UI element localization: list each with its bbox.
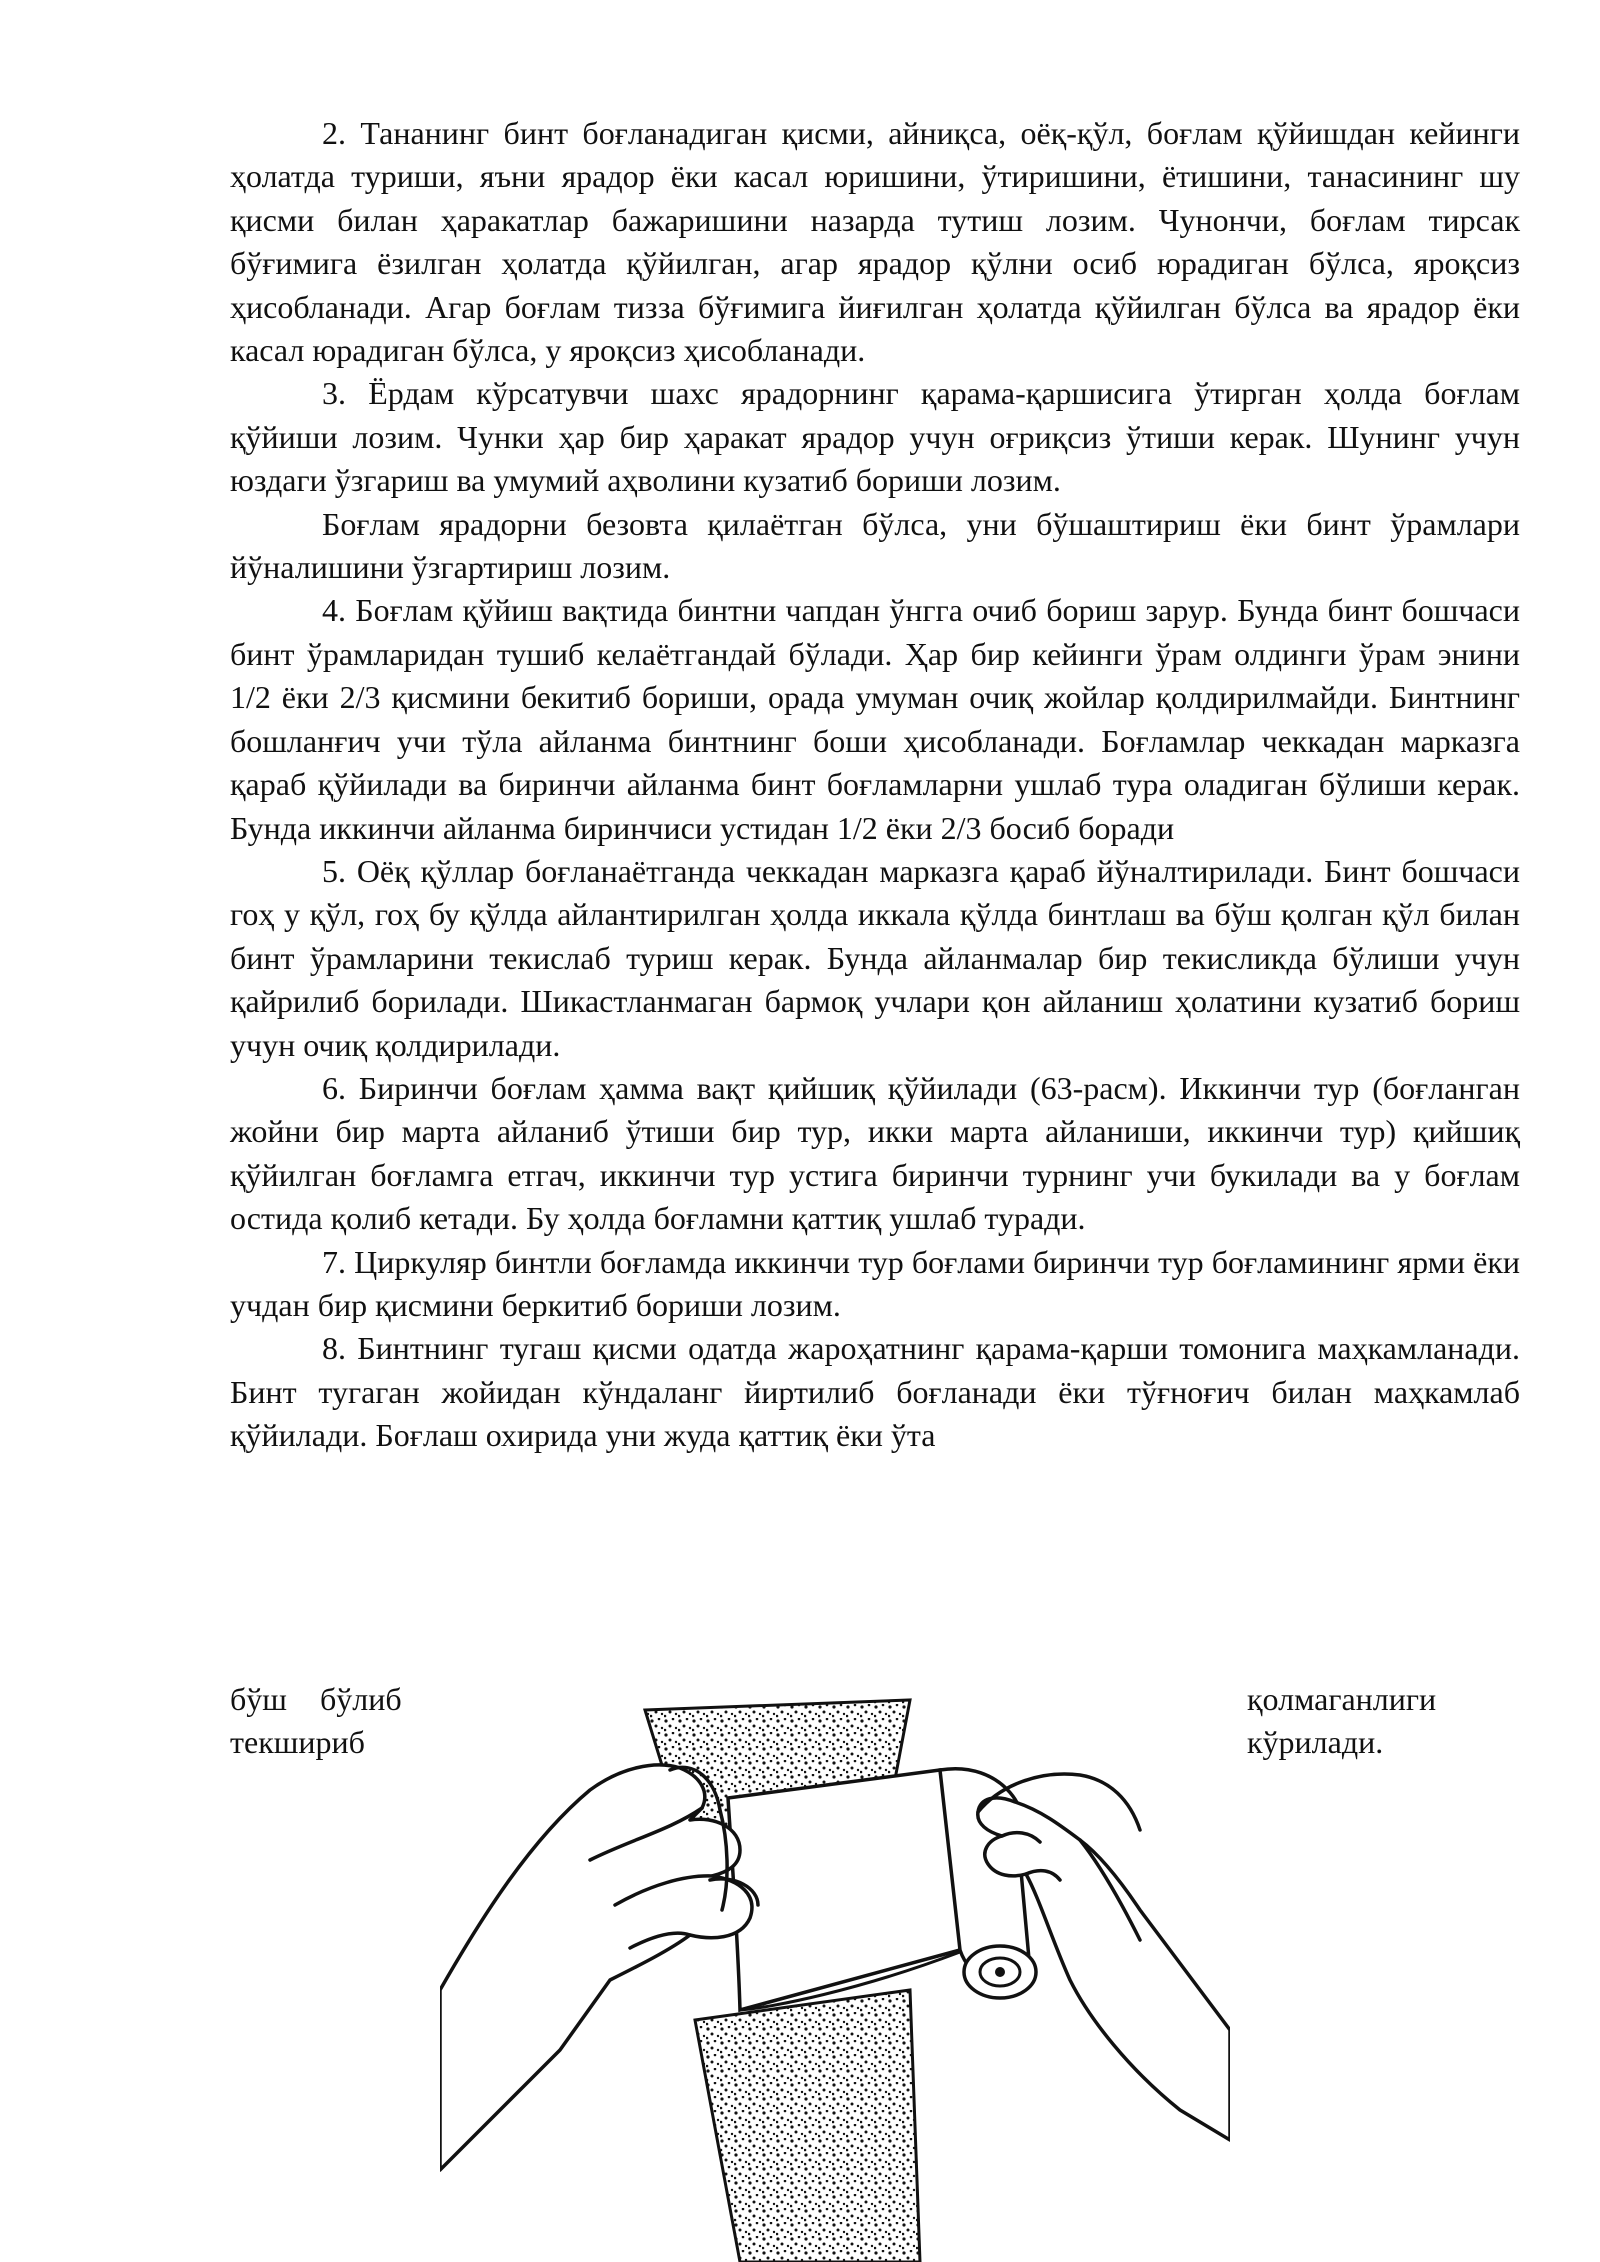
paragraph-7: 7. Циркуляр бинтли боғламда иккинчи тур боғлами биринчи тур боғламининг ярми ёки учдан бир қисмини беркитиб бориши лозим.	[230, 1243, 1520, 1323]
wrap-right-line-2: кўрилади.	[1247, 1724, 1384, 1760]
body-text	[230, 112, 1520, 1458]
bandaging-illustration	[440, 1690, 1230, 2262]
paragraph-4: 4. Боғлам қўйиш вақтида бинтни чапдан ўнгга очиб бориш зарур. Бунда бинт бошчаси бинт ўрамларидан тушиб келаётгандай бўлади. Ҳар бир кейинги ўрам олдинги ўрам энини 1/2 ёки 2/3 қисмини бекитиб бориши, орада умуман очиқ жойлар қолдирилмайди. Бинтнинг бошланғич учи тўла айланма бинтнинг боши ҳисобланади. Боғламлар чеккадан марказга қараб қўйилади ва биринчи айланма бинт боғламларни ушлаб тура оладиган бўлиши керак. Бунда иккинчи айланма биринчиси устидан 1/2 ёки 2/3 босиб боради	[230, 592, 1520, 846]
wrap-left-line-2: текшириб	[230, 1724, 365, 1760]
paragraph-8: 8. Бинтнинг тугаш қисми одатда жароҳатнинг қарама-қарши томонига маҳкамланади. Бинт тугаган жойидан кўндаланг йиртилиб боғланади ёки тўғноғич билан маҳкамлаб қўйилади. Боғлаш охирида уни жуда қаттиқ ёки ўта	[230, 1330, 1520, 1454]
paragraph-3-continued: Боғлам ярадорни безовта қилаётган бўлса, уни бўшаштириш ёки бинт ўрамлари йўналишини ўзгартириш лозим.	[230, 505, 1520, 586]
wrap-word: бўш	[230, 1681, 287, 1717]
limb-lower	[695, 1990, 920, 2262]
paragraph-3: 3. Ёрдам кўрсатувчи шахс ярадорнинг қарама-қаршисига ўтирган ҳолда боғлам қўйиши лозим. Чунки ҳар бир ҳаракат ярадор учун оғриқсиз ўтиши керак. Шунинг учун юздаги ўзгариш ва умумий аҳволини кузатиб бориши лозим.	[230, 375, 1520, 499]
wrap-left-line-1	[230, 1678, 402, 1721]
bandage-strip	[728, 1770, 960, 2010]
paragraph-5: 5. Оёқ қўллар боғланаётганда чеккадан марказга қараб йўналтирилади. Бинт бошчаси гоҳ у қўл, гоҳ бу қўлда айлантирилган ҳолда иккала қўлда бинтлаш ва бўш қолган қўл билан бинт ўрамларини текислаб туриш керак. Бунда айланмалар бир текисликда бўлиши учун қайрилиб борилади. Шикастланмаган бармоқ учлари қон айланиш ҳолатини кузатиб бориш учун очиқ қолдирилади.	[230, 852, 1520, 1063]
wrap-word: бўлиб	[320, 1681, 402, 1717]
paragraph-2: 2. Тананинг бинт боғланадиган қисми, айниқса, оёқ-қўл, боғлам қўйишдан кейинги ҳолатда туриши, яъни ярадор ёки касал юришини, ўтиришини, ётишини, танасининг шу қисми билан ҳаракатлар бажаришини назарда тутиш лозим. Чунончи, боғлам тирсак бўғимига ёзилган ҳолатда қўйилган, агар ярадор қўлни осиб юрадиган бўлса, яроқсиз ҳисобланади. Агар боғлам тизза бўғимига йиғилган ҳолатда қўйилган бўлса ва ярадор ёки касал юрадиган бўлса, у яроқсиз ҳисобланади.	[230, 115, 1520, 369]
bandage-hands-drawing	[440, 1690, 1230, 2262]
paragraph-6: 6. Биринчи боғлам ҳамма вақт қийшиқ қўйилади (63-расм). Иккинчи тур (боғланган жойни бир марта айланиб ўтиши бир тур, икки марта айланиши, иккинчи тур) қийшиқ қўйилган боғламга етгач, иккинчи тур устига биринчи турнинг учи букилади ва у боғлам остида қолиб кетади. Бу ҳолда боғламни қаттиқ ушлаб туради.	[230, 1069, 1520, 1237]
wrap-right-line-1: қолмаганлиги	[1247, 1681, 1437, 1717]
